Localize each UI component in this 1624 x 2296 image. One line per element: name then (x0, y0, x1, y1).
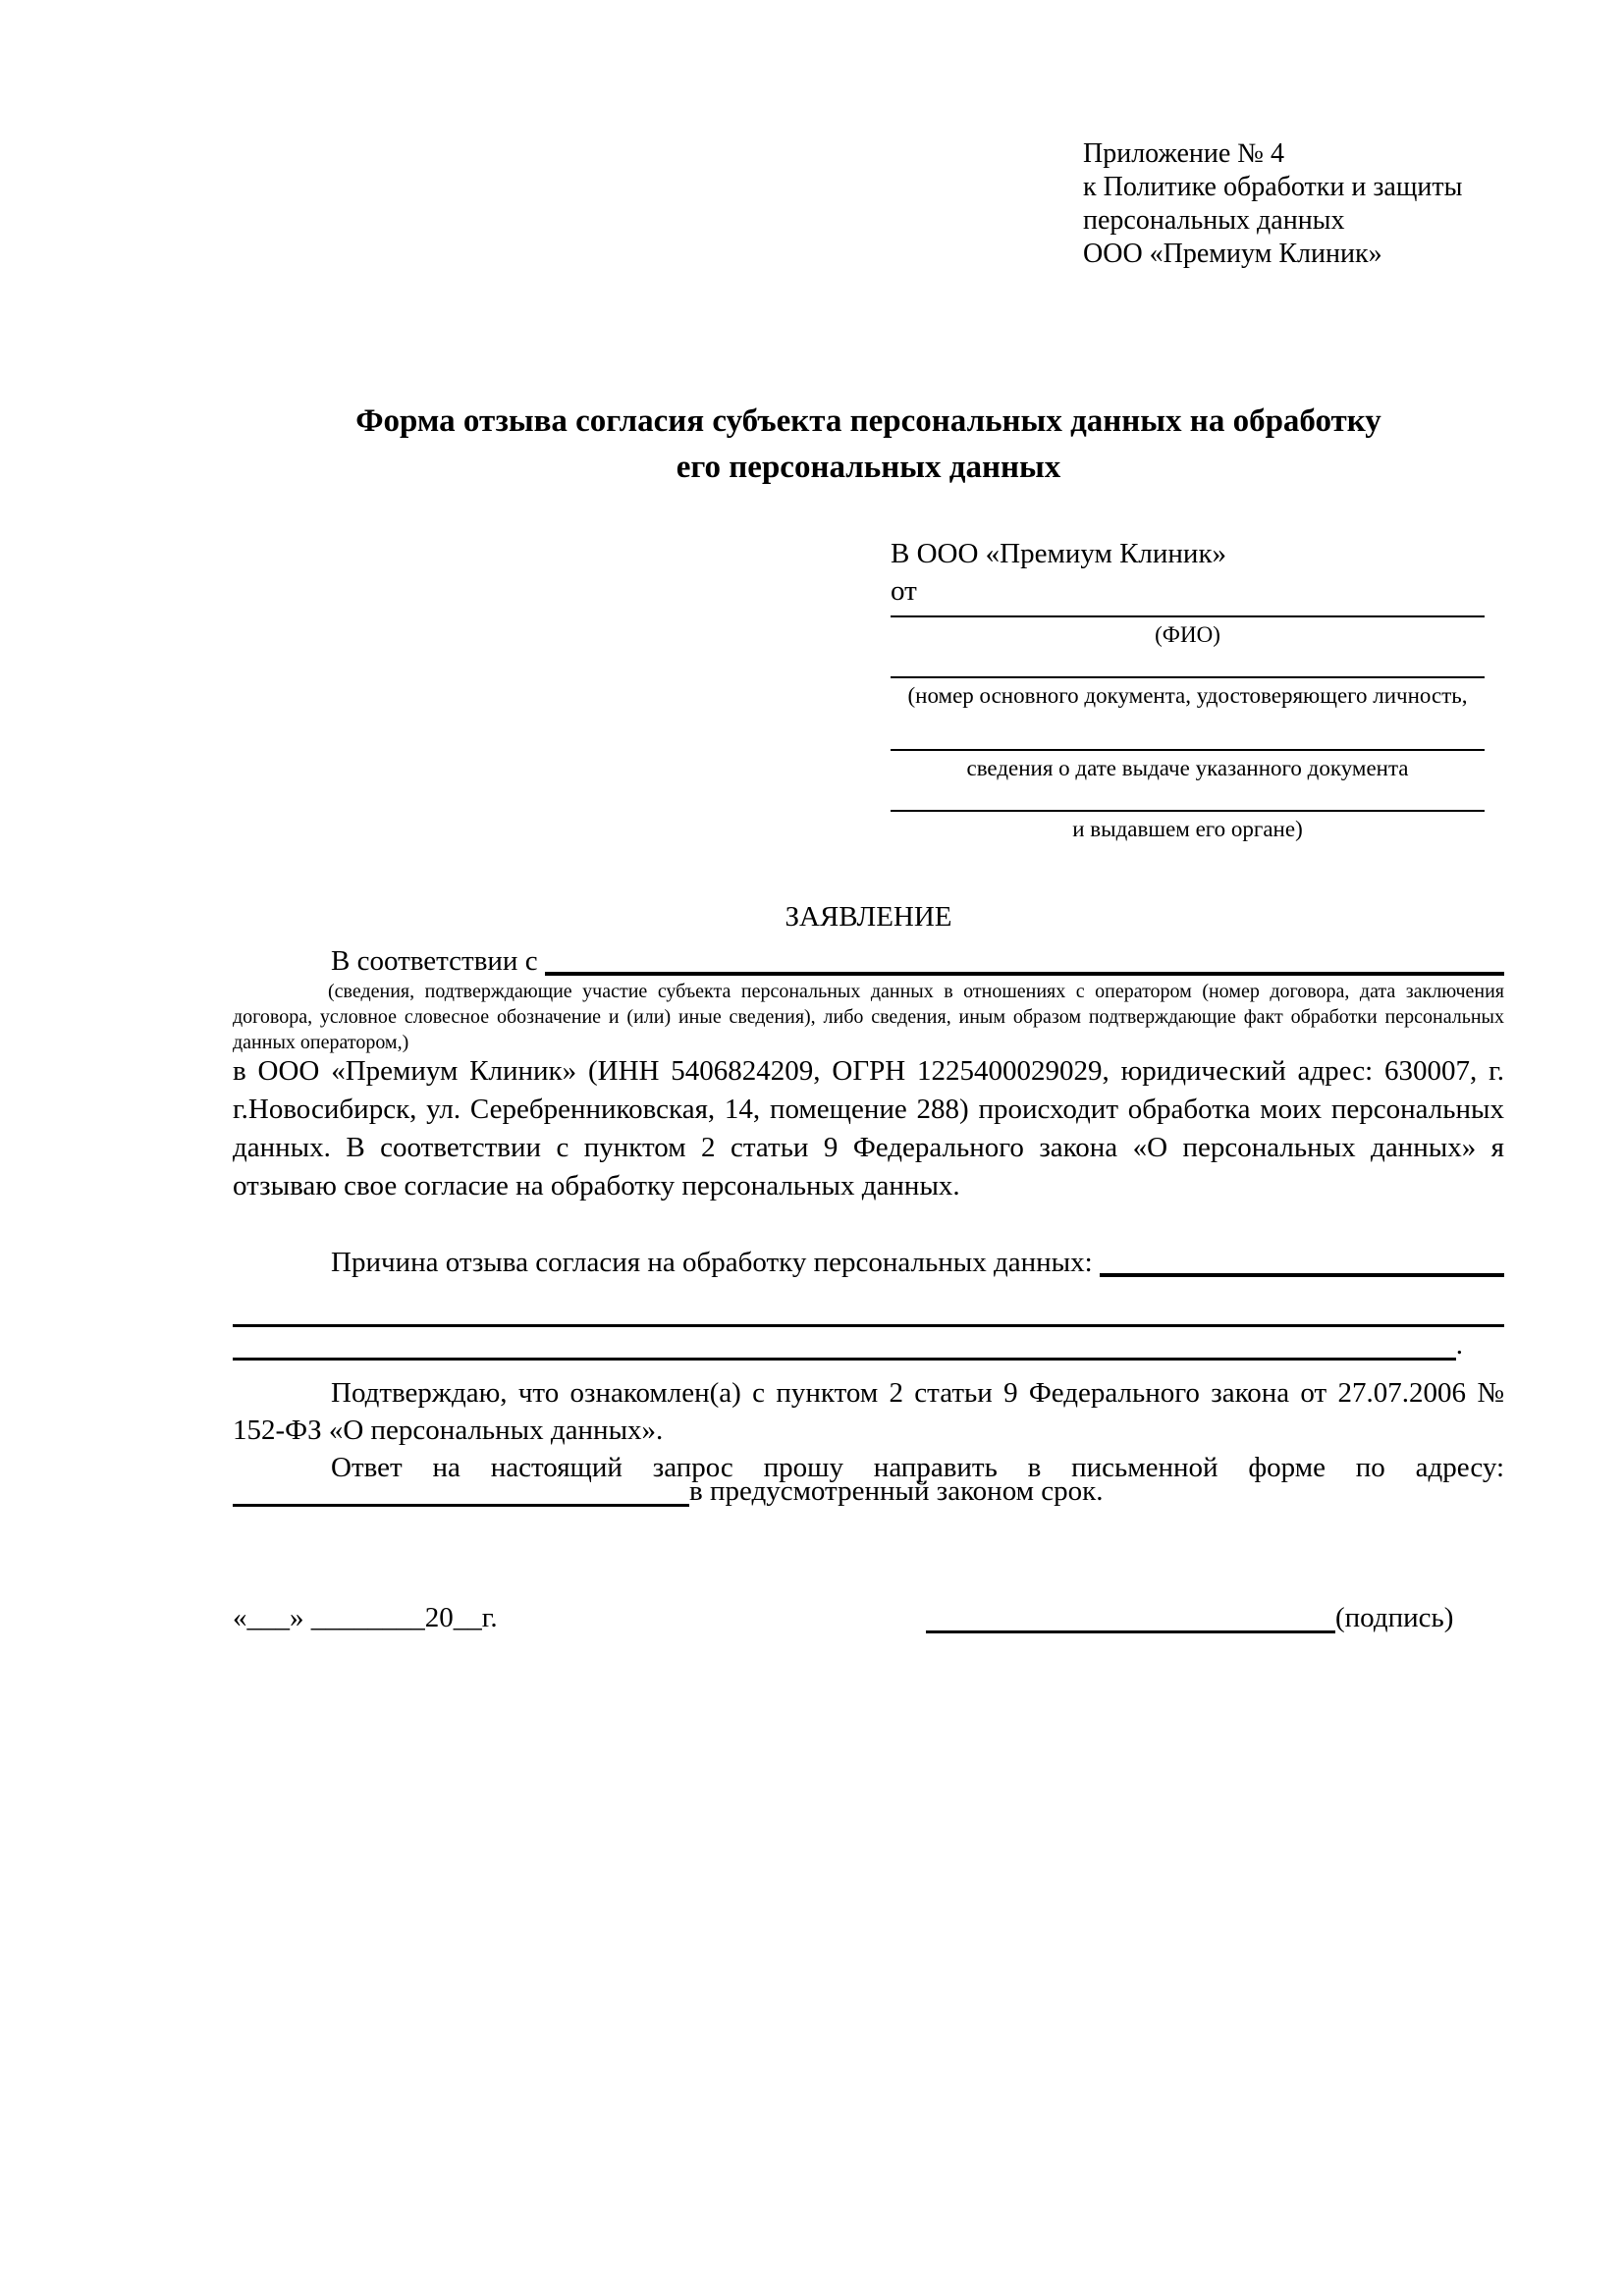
confirmation-paragraph: Подтверждаю, что ознакомлен(а) с пунктом 2 статьи 9 Федерального закона от 27.07.2006 № 152-ФЗ «О персональных данных». (233, 1377, 1504, 1446)
issue-date-caption: сведения о дате выдаче указанного документа (966, 756, 1409, 780)
form-title-line: Форма отзыва согласия субъекта персональных данных на обработку (355, 403, 1381, 439)
doc-number-caption: (номер основного документа, удостоверяющего личность, (907, 683, 1468, 708)
appendix-line: ООО «Премиум Клиник» (1083, 239, 1382, 269)
reason-continuation-blank (233, 1329, 1456, 1361)
signature-caption: (подпись) (1335, 1602, 1454, 1633)
reply-suffix: в предусмотренный законом срок. (689, 1475, 1104, 1507)
appendix-line: к Политике обработки и защиты (1083, 172, 1463, 202)
statement-intro-prefix: В соответствии с (331, 945, 545, 977)
reason-continuation-line-2 (233, 1329, 1463, 1361)
addressee-block (891, 535, 1485, 843)
reply-request-line: Ответ на настоящий запрос прошу направить в письменной форме по адресу: (331, 1452, 1504, 1483)
appendix-line: персональных данных (1083, 205, 1345, 236)
issue-authority-caption: и выдавшем его органе) (1072, 817, 1303, 841)
statement-intro-line (233, 942, 1504, 980)
form-title-line: его персональных данных (676, 450, 1061, 485)
statement-footnote: (сведения, подтверждающие участие субъекта персональных данных в отношениях с оператором (номер договора, дата заключения договора, условное словесное обозначение и (или) иные сведения), либо сведения, иным образом подтверждающие факт обработки персональных данных оператором,) (233, 981, 1504, 1053)
fio-blank-line (891, 610, 1485, 617)
reason-line (233, 1244, 1504, 1281)
signature-blank-line (926, 1598, 1335, 1633)
issue-authority-blank-line (891, 782, 1485, 812)
doc-number-blank-line (891, 649, 1485, 678)
reply-address-line (233, 1472, 1103, 1510)
signature-row (926, 1598, 1453, 1637)
address-blank-line (233, 1472, 689, 1507)
reason-terminator: . (1455, 1329, 1463, 1361)
intro-blank-line (545, 942, 1504, 976)
addressee-from: от (891, 575, 917, 607)
addressee-to: В ООО «Премиум Клиник» (891, 538, 1227, 569)
issue-date-blank-line (891, 710, 1485, 751)
statement-heading: ЗАЯВЛЕНИЕ (785, 901, 952, 933)
appendix-block (1083, 137, 1462, 271)
reason-continuation-line-1 (233, 1296, 1504, 1327)
statement-body: в ООО «Премиум Клиник» (ИНН 5406824209, ОГРН 1225400029029, юридический адрес: 630007, г. г.Новосибирск, ул. Серебренниковская, 14, помещение 288) происходит обработка моих персональных данных. В соответствии с пунктом 2 статьи 9 Федерального закона «О персональных данных» я отзываю свое согласие на обработку персональных данных. (233, 1055, 1504, 1201)
reason-blank-line (1100, 1244, 1504, 1277)
fio-caption: (ФИО) (1155, 622, 1220, 647)
reason-prefix: Причина отзыва согласия на обработку персональных данных: (331, 1247, 1100, 1278)
date-blank: «___» ________20__г. (233, 1602, 498, 1633)
form-title (233, 399, 1504, 491)
appendix-line: Приложение № 4 (1083, 138, 1284, 169)
